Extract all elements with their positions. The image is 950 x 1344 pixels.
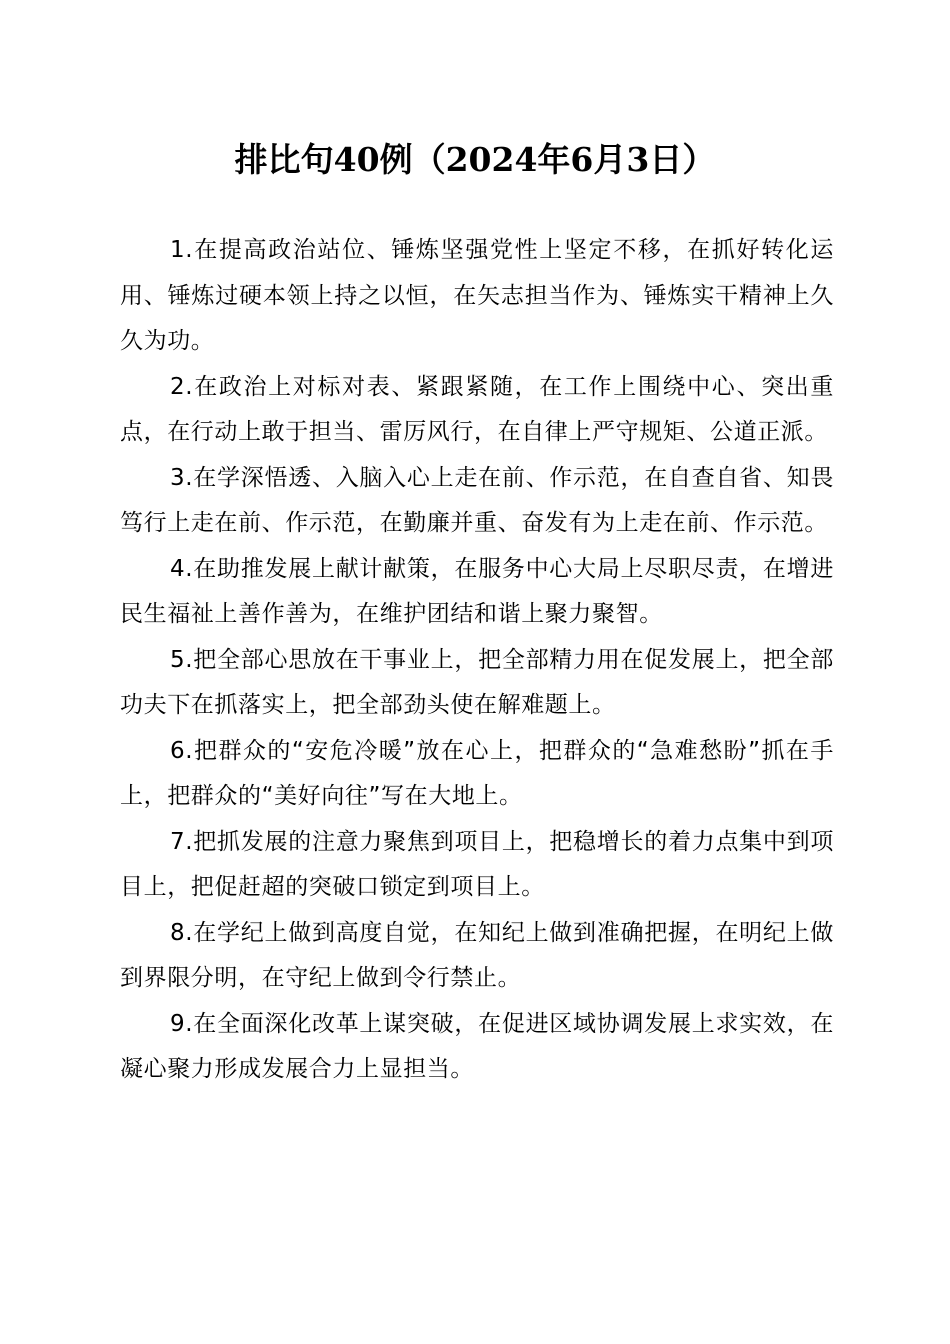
- paragraph-1: 1.在提高政治站位、锤炼坚强党性上坚定不移，在抓好转化运用、锤炼过硬本领上持之以恒，在矢志担当作为、锤炼实干精神上久久为功。: [120, 237, 834, 354]
- paragraph-3: 3.在学深悟透、入脑入心上走在前、作示范，在自查自省、知畏笃行上走在前、作示范，在勤廉并重、奋发有为上走在前、作示范。: [120, 464, 834, 536]
- paragraph-5: 5.把全部心思放在干事业上，把全部精力用在促发展上，把全部功夫下在抓落实上，把全部劲头使在解难题上。: [120, 646, 834, 718]
- paragraph-4: 4.在助推发展上献计献策，在服务中心大局上尽职尽责，在增进民生福祉上善作善为，在维护团结和谐上聚力聚智。: [120, 555, 834, 627]
- paragraph-7: 7.把抓发展的注意力聚焦到项目上，把稳增长的着力点集中到项目上，把促赶超的突破口锁定到项目上。: [120, 828, 834, 900]
- page-title: 排比句40例（2024年6月3日）: [234, 140, 716, 179]
- document-body: [120, 228, 834, 1093]
- paragraph-2: 2.在政治上对标对表、紧跟紧随，在工作上围绕中心、突出重点，在行动上敢于担当、雷厉风行，在自律上严守规矩、公道正派。: [120, 373, 834, 445]
- paragraph-8: 8.在学纪上做到高度自觉，在知纪上做到准确把握，在明纪上做到界限分明，在守纪上做到令行禁止。: [120, 919, 834, 991]
- paragraph-9: 9.在全面深化改革上谋突破，在促进区域协调发展上求实效，在凝心聚力形成发展合力上显担当。: [120, 1010, 834, 1082]
- paragraph-6: 6.把群众的“安危冷暖”放在心上，把群众的“急难愁盼”抓在手上，把群众的“美好向往”写在大地上。: [120, 737, 834, 809]
